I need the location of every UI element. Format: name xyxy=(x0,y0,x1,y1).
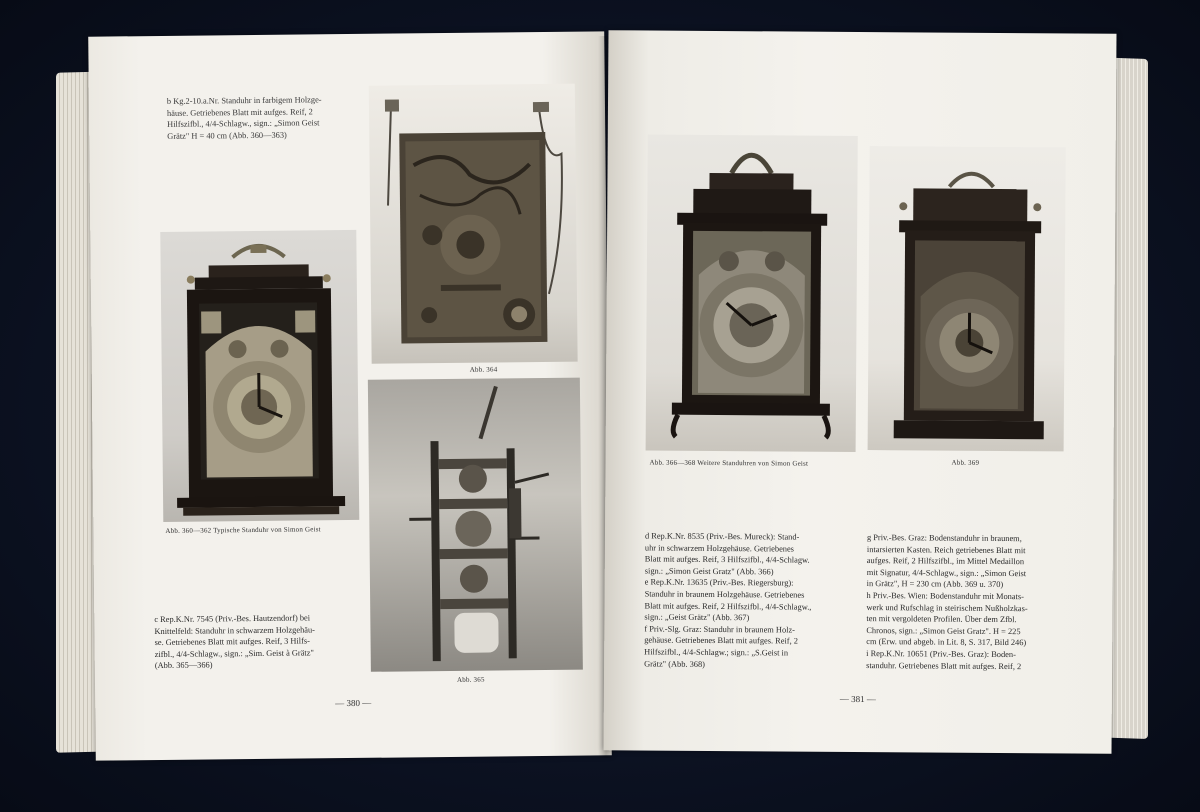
text-line: gehäuse. Getriebenes Blatt mit aufges. Reif, 2 xyxy=(644,635,799,646)
text-line: zifbl., 4/4-Schlagw., sign.: „Sim. Geist à Grätz" xyxy=(154,648,314,659)
photo-clock-movement-back xyxy=(369,84,578,364)
photo-clock-movement-side xyxy=(368,378,583,672)
text-line: i Rep.K.Nr. 10651 (Priv.-Bes. Graz): Boden- xyxy=(866,648,1016,660)
text-line: Knittelfeld: Standuhr in schwarzem Holzgehäu- xyxy=(154,624,315,636)
text-line: standuhr. Getriebenes Blatt mit aufges. Reif, 2 xyxy=(866,660,1022,671)
caption-movement-side: Abb. 365 xyxy=(456,675,485,684)
photo-bracket-clock-left xyxy=(160,230,359,522)
text-line: Hilfszifbl., 4/4-Schlagw.; sign.: „S.Geist in xyxy=(644,647,789,658)
text-line: Grätz" H = 40 cm (Abb. 360—363) xyxy=(167,130,287,141)
text-line: sign.: „Simon Geist Gratz" (Abb. 366) xyxy=(644,566,774,577)
text-line: Grätz" (Abb. 368) xyxy=(644,659,706,669)
text-line: (Abb. 365—366) xyxy=(154,660,213,671)
text-line: intarsierten Kasten. Reich getriebenes Blatt mit xyxy=(866,544,1026,555)
text-line: in Grätz", H = 230 cm (Abb. 369 u. 370) xyxy=(866,579,1004,590)
text-line: werk und Rufschlag in steirischem Nußholzkas- xyxy=(866,602,1028,613)
text-line: e Rep.K.Nr. 13635 (Priv.-Bes. Riegersburg): xyxy=(644,577,794,588)
text-line: häuse. Getriebenes Blatt mit aufges. Reif, 2 xyxy=(166,106,313,118)
text-line: sign.: „Geist Grätz" (Abb. 367) xyxy=(644,612,750,623)
text-line: b Kg.2-10.a.Nr. Standuhr in farbigem Holzge- xyxy=(166,95,322,106)
text-line: d Rep.K.Nr. 8535 (Priv.-Bes. Mureck): Stand- xyxy=(644,531,800,542)
text-line: uhr in schwarzem Holzgehäuse. Getriebenes xyxy=(644,543,794,554)
left-top-paragraph xyxy=(167,93,397,142)
right-column-2 xyxy=(866,532,1089,673)
text-line: se. Getriebenes Blatt mit aufges. Reif, 3 Hilfs- xyxy=(154,636,310,648)
page-number-right: — 381 — xyxy=(839,693,876,705)
right-page xyxy=(603,30,1116,754)
caption-left-clock: Abb. 360—362 Typische Standuhr von Simon Geist xyxy=(165,525,321,535)
right-column-1 xyxy=(644,531,865,672)
caption-clock-369: Abb. 369 xyxy=(951,458,980,467)
text-line: cm (Erw. und abgeb. in Lit. 8, S. 317, Bild 246) xyxy=(866,637,1027,648)
page-number-left: — 380 — xyxy=(335,697,372,709)
text-line: aufges. Reif, 2 Hilfszifbl., im Mittel Medaillon xyxy=(866,556,1025,567)
text-line: c Rep.K.Nr. 7545 (Priv.-Bes. Hautzendorf) bei xyxy=(154,613,311,625)
text-line: Chronos, sign.: „Simon Geist Gratz". H = 225 xyxy=(866,625,1021,636)
text-line: ten mit vergoldeten Profilen. Über dem Zfbl. xyxy=(866,614,1017,625)
photo-bracket-clock-right-2 xyxy=(868,146,1066,451)
caption-clock-pair: Abb. 366—368 Weitere Standuhren von Simon Geist xyxy=(649,458,809,468)
text-line: g Priv.-Bes. Graz: Bodenstanduhr in braunem, xyxy=(866,533,1022,544)
text-line: h Priv.-Bes. Wien: Bodenstanduhr mit Monats- xyxy=(866,591,1024,602)
caption-movement-back: Abb. 364 xyxy=(469,365,498,374)
text-line: f Priv.-Slg. Graz: Standuhr in braunem Holz- xyxy=(644,624,796,635)
photo-bracket-clock-right-1 xyxy=(646,135,858,452)
text-line: Blatt mit aufges. Reif, 3 Hilfszifbl., 4/4-Schlagw. xyxy=(644,554,810,565)
text-line: mit Signatur, 4/4-Schlagw., sign.: „Simon Geist xyxy=(866,567,1027,578)
left-page xyxy=(88,31,612,760)
text-line: Hilfszifbl., 4/4-Schlagw., sign.: „Simon Geist xyxy=(167,118,320,130)
text-line: Blatt mit aufges. Reif, 2 Hilfszifbl., 4/4-Schlagw., xyxy=(644,601,812,612)
left-bottom-paragraph xyxy=(154,612,365,672)
text-line: Standuhr in braunem Holzgehäuse. Getriebenes xyxy=(644,589,805,600)
